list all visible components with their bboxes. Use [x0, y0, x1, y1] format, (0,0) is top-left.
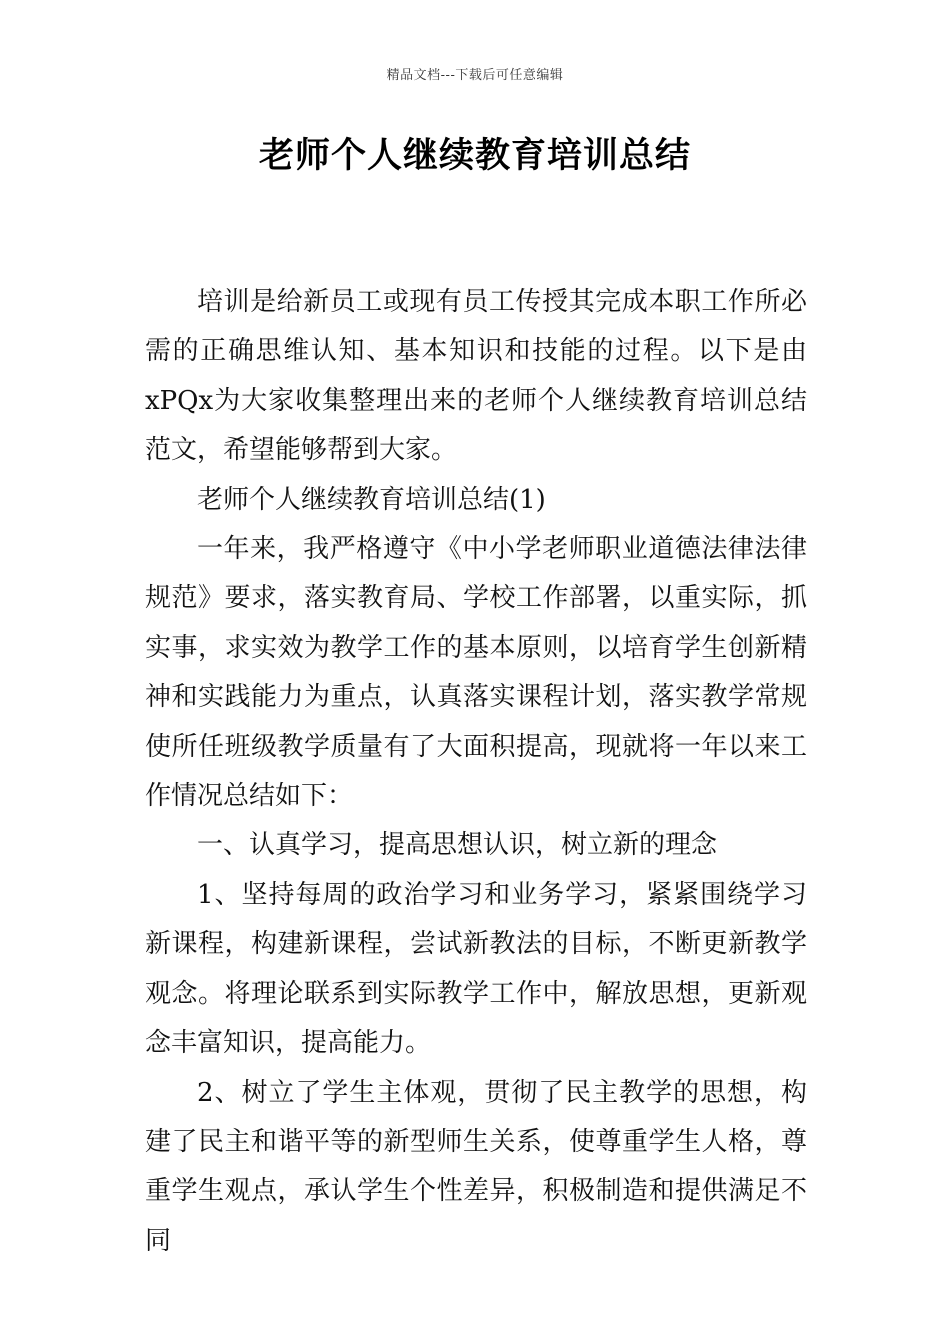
document-title: 老师个人继续教育培训总结 — [258, 136, 691, 176]
body-paragraph: 2、树立了学生主体观，贯彻了民主教学的思想，构建了民主和谐平等的新型师生关系，使尊重学生人格，尊重学生观点，承认学生个性差异，积极制造和提供满足不同 — [145, 1077, 807, 1256]
body-paragraph: 一年来，我严格遵守《中小学老师职业道德法律法律规范》要求，落实教育局、学校工作部署，以重实际，抓实事，求实效为教学工作的基本原则，以培育学生创新精神和实践能力为重点，认真落实课程计划，落实教学常规使所任班级教学质量有了大面积提高，现就将一年以来工作情况总结如下： — [145, 534, 807, 812]
document-body — [145, 278, 807, 1266]
section-heading: 老师个人继续教育培训总结(1) — [197, 484, 546, 515]
body-paragraph: 1、坚持每周的政治学习和业务学习，紧紧围绕学习新课程，构建新课程，尝试新教法的目标，不断更新教学观念。将理论联系到实际教学工作中，解放思想，更新观念丰富知识，提高能力。 — [145, 879, 807, 1059]
page-header-note: 精品文档---下载后可任意编辑 — [386, 68, 564, 83]
intro-paragraph: 培训是给新员工或现有员工传授其完成本职工作所必需的正确思维认知、基本知识和技能的过程。以下是由xPQx为大家收集整理出来的老师个人继续教育培训总结范文，希望能够帮到大家。 — [145, 287, 807, 466]
subsection-heading: 一、认真学习，提高思想认识，树立新的理念 — [197, 830, 718, 861]
